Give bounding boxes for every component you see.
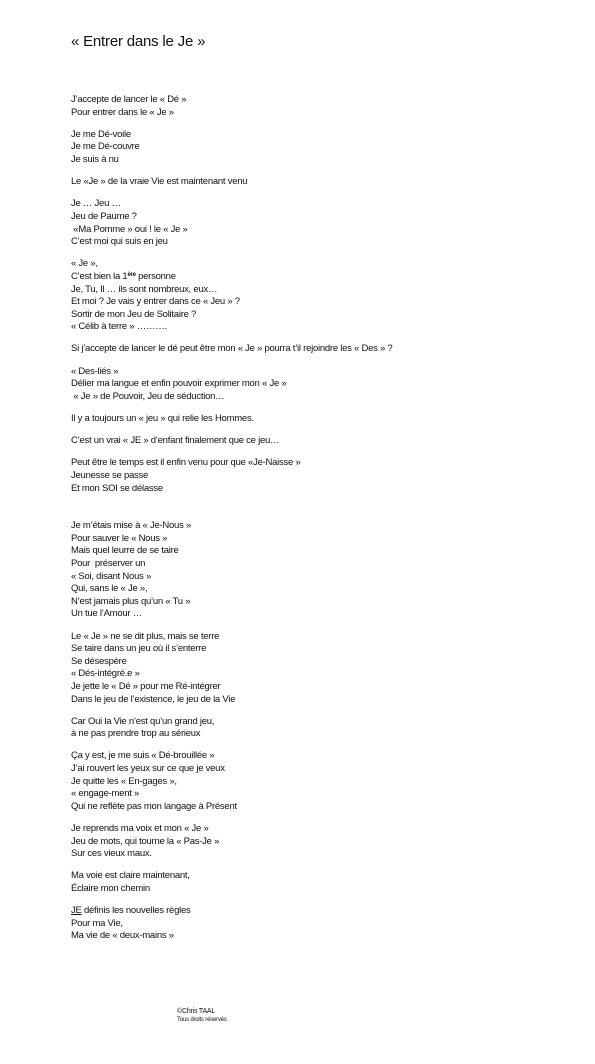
stanza	[71, 413, 571, 426]
poem-line: Mais quel leurre de se taire	[71, 545, 179, 557]
poem-line: « Des-liés »	[71, 365, 119, 377]
poem-line: N’est jamais plus qu’un « Tu »	[71, 595, 191, 607]
poem-line: Pour préserver un	[71, 557, 146, 569]
poem-line: Sur ces vieux maux.	[71, 848, 152, 860]
poem-line: Éclaire mon chemin	[71, 883, 150, 894]
stanza	[71, 716, 571, 741]
poem-line: Ça y est, je me suis « Dé-brouillée »	[71, 750, 215, 762]
author-credit: ©Chris TAAL	[177, 1008, 216, 1015]
stanza	[71, 198, 571, 248]
stanza	[71, 870, 571, 895]
stanza	[71, 631, 571, 707]
poem-line: Je reprends ma voix et mon « Je »	[71, 823, 209, 835]
poem-line: Je jette le « Dé » pour me Ré-intégrer	[71, 680, 221, 692]
poem-line: « engage-ment »	[71, 788, 140, 800]
stanza	[71, 129, 571, 167]
poem-line: Si j’accepte de lancer le dé peut être mon « Je » pourra t’il rejoindre les « Des » ?	[71, 343, 393, 355]
poem-line: J’ai rouvert les yeux sur ce que je veux	[71, 763, 225, 775]
poem-line: C’est moi qui suis en jeu	[71, 236, 168, 248]
underlined-word: JE	[71, 905, 82, 917]
poem-line: Délier ma langue et enfin pouvoir exprimer mon « Je »	[71, 378, 287, 390]
stanza	[71, 457, 571, 495]
stanza	[71, 176, 571, 189]
poem-line: Jeu de mots, qui tourne la « Pas-Je »	[71, 835, 220, 847]
poem-line: Ma voie est claire maintenant,	[71, 870, 190, 882]
poem-line: Je m’étais mise à « Je-Nous »	[71, 520, 191, 532]
stanza	[71, 258, 571, 334]
poem-line: « Célib à terre » ……….	[71, 321, 167, 333]
poem-line: Je, Tu, Il … ils sont nombreux, eux…	[71, 283, 218, 295]
stanza	[71, 905, 571, 943]
poem-line: Jeunesse se passe	[71, 470, 149, 481]
copyright-footer	[177, 1007, 227, 1025]
poem-line: Je me Dé-couvre	[71, 141, 140, 153]
poem-line: Pour sauver le « Nous »	[71, 532, 168, 544]
poem-line: Ma vie de « deux-mains »	[71, 930, 174, 942]
poem-line: à ne pas prendre trop au sérieux	[71, 728, 201, 740]
poem-line: « Soi, disant Nous »	[71, 570, 152, 582]
stanza	[71, 366, 571, 404]
poem-line: Pour ma Vie,	[71, 917, 123, 929]
poem-line: Se taire dans un jeu où il s’enterre	[71, 643, 207, 655]
stanza	[71, 750, 571, 813]
rights-notice: Tous droits réservés	[177, 1017, 227, 1023]
poem-line: Sortir de mon Jeu de Solitaire ?	[71, 308, 197, 320]
ordinal-superscript: ère	[127, 271, 136, 278]
poem-line: « Je »,	[71, 258, 98, 270]
poem-line: «Ma Pomme » oui ! le « Je »	[71, 223, 188, 235]
stanza	[71, 435, 571, 448]
stanza	[71, 343, 571, 356]
poem-line: Se désespère	[71, 655, 127, 667]
poem-line: Pour entrer dans le « Je »	[71, 106, 174, 118]
poem-line: « Dés-intégré.e »	[71, 668, 140, 680]
poem-line: Peut être le temps est il enfin venu pour que «Je-Naisse »	[71, 457, 301, 469]
ordinal-suffix: personne	[135, 270, 176, 282]
poem-line: Qui ne reflète pas mon langage à Présent	[71, 800, 237, 812]
poem-line	[71, 905, 571, 918]
poem-line: Et mon SOI se délasse	[71, 482, 163, 494]
poem-title: « Entrer dans le Je »	[71, 33, 206, 50]
poem-line	[71, 271, 571, 284]
poem-body	[71, 94, 571, 953]
poem-line: Dans le jeu de l’existence, le jeu de la Vie	[71, 693, 236, 705]
poem-line: Le « Je » ne se dit plus, mais se terre	[71, 630, 220, 642]
stanza	[71, 520, 571, 621]
poem-line: « Je » de Pouvoir, Jeu de séduction…	[71, 390, 225, 402]
stanza	[71, 94, 571, 119]
poem-line: C’est un vrai « JE » d’enfant finalement que ce jeu…	[71, 435, 280, 447]
poem-line: Jeu de Paume ?	[71, 210, 137, 222]
poem-line: Je suis à nu	[71, 153, 119, 165]
stanza	[71, 823, 571, 861]
line-rest: définis les nouvelles règles	[81, 905, 191, 917]
poem-line: Qui, sans le « Je »,	[71, 583, 148, 595]
poem-line: J’accepte de lancer le « Dé »	[71, 94, 187, 105]
poem-line: Je me Dé-voile	[71, 128, 131, 140]
ordinal-prefix: C’est bien la 1	[71, 270, 128, 282]
poem-line: Un tue l’Amour …	[71, 608, 142, 620]
poem-line: Le «Je » de la vraie Vie est maintenant venu	[71, 176, 248, 188]
poem-line: Et moi ? Je vais y entrer dans ce « Jeu » ?	[71, 296, 240, 308]
poem-line: Je … Jeu …	[71, 198, 121, 210]
poem-line: Car Oui la Vie n’est qu’un grand jeu,	[71, 715, 215, 727]
poem-line: Il y a toujours un « jeu » qui relie les Hommes.	[71, 413, 254, 425]
poem-line: Je quitte les « En-gages »,	[71, 775, 177, 787]
